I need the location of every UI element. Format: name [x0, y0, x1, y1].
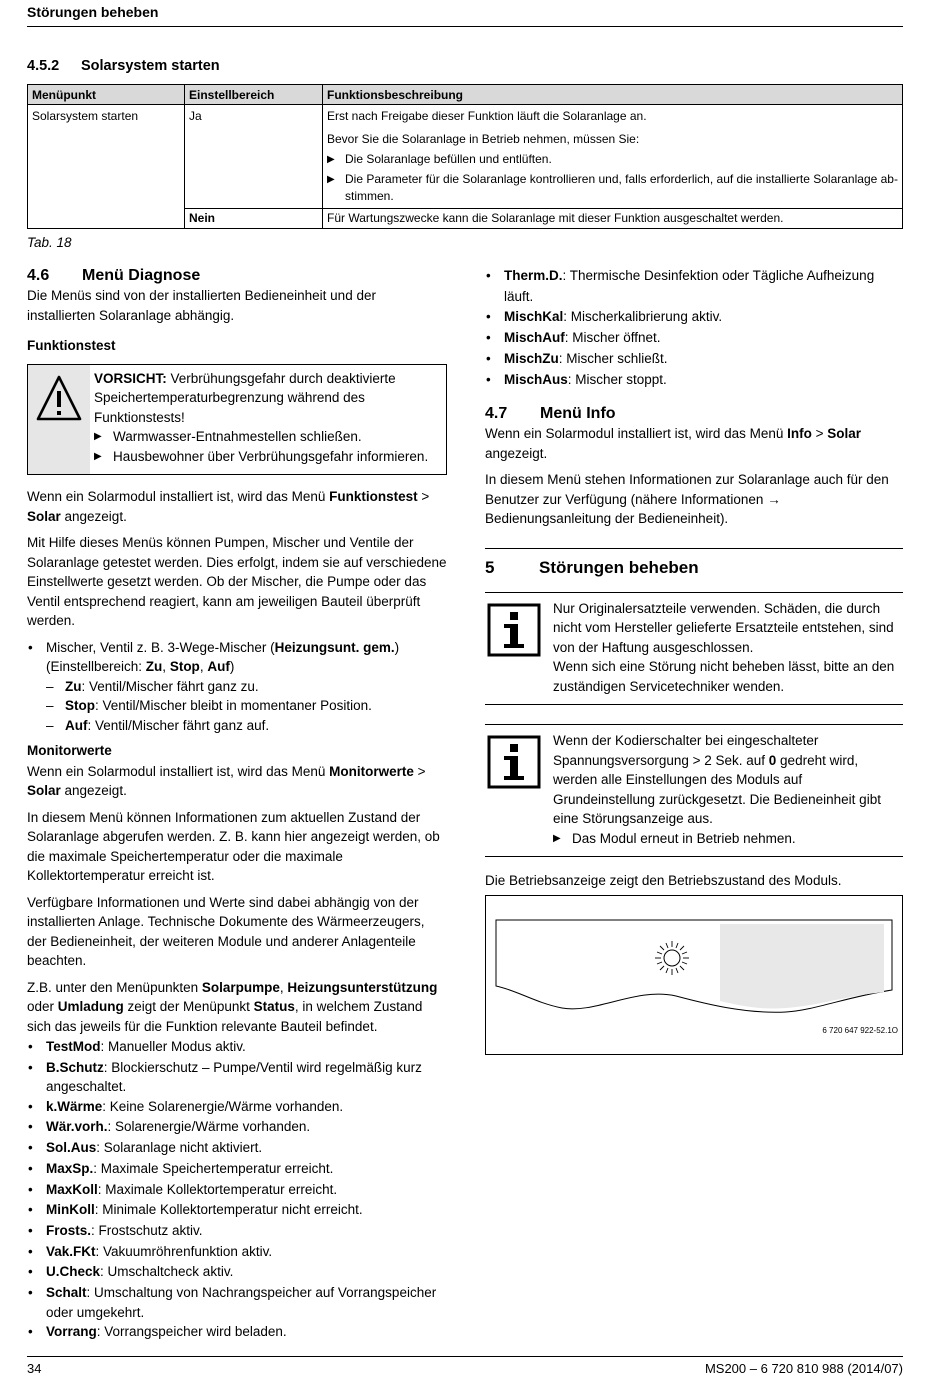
mischer-status-list — [485, 266, 903, 390]
list-item: • Wär.vorh.: Solarenergie/Wärme vorhanden. — [27, 1117, 447, 1138]
warning-triangle-icon — [35, 373, 83, 423]
info-icon-cell — [485, 731, 553, 848]
ja-step-2-text: Die Parameter für die Solaranlage kontrollieren und, falls erforderlich, auf die installierte Solaranlage ab-stimmen. — [345, 172, 898, 203]
info-paragraph-2: In diesem Menü stehen Informationen zur Solaranlage auch für den Benutzer zur Verfügung (nähere Informationen → Bedienungsanleitung der Bedieneinheit). — [485, 472, 889, 527]
info-note-2 — [485, 724, 903, 857]
list-item: • MischKal: Mischerkalibrierung aktiv. — [485, 307, 903, 328]
warning-action-text: Hausbewohner über Verbrühungsgefahr informieren. — [113, 448, 429, 464]
list-item: • MaxSp.: Maximale Speichertemperatur erreicht. — [27, 1159, 447, 1180]
warning-action-1 — [94, 427, 438, 447]
info-icon — [487, 735, 541, 789]
list-item: • Therm.D.: Thermische Desinfektion oder Tägliche Aufheizung läuft. — [485, 266, 903, 307]
action-triangle-icon: ▶ — [327, 174, 335, 185]
section-4-5-2-heading — [27, 58, 220, 74]
table-cell-option-nein: Nein — [185, 208, 323, 228]
footer-rule — [27, 1356, 903, 1357]
section-5-heading — [485, 556, 903, 580]
monitorwerte-paragraph-1: Wenn ein Solarmodul installiert ist, wird das Menü Monitorwerte > Solar angezeigt. — [27, 763, 426, 798]
info-note-2-text — [553, 731, 903, 848]
list-item: – Zu: Ventil/Mischer fährt ganz zu. — [46, 677, 447, 697]
section-title: Störungen beheben — [539, 557, 699, 577]
monitorwerte-paragraph-3: Verfügbare Informationen und Werte sind dabei abhängig von der installierten Anlage. Technische Dokumente des Wärmeerzeugers, der Bedieneinheit, der weiteren Module und anderer Anlagenteile beachten. — [27, 894, 425, 968]
section-number: 4.6 — [27, 267, 50, 284]
info-paragraph-1: Wenn ein Solarmodul installiert ist, wird das Menü Info > Solar angezeigt. — [485, 426, 862, 461]
list-item: • MischAuf: Mischer öffnet. — [485, 328, 903, 349]
header-rule — [27, 26, 903, 27]
info-note-1 — [485, 592, 903, 706]
status-list — [27, 1037, 447, 1343]
ja-step-2 — [327, 171, 898, 205]
section-title: Solarsystem starten — [81, 58, 220, 74]
ja-step-1 — [327, 151, 898, 168]
warning-icon-cell — [28, 365, 90, 475]
monitorwerte-paragraph-4: Z.B. unter den Menüpunkten Solarpumpe, Heizungsunterstützung oder Umladung zeigt der Menüpunkt Status, in welchem Zustand sich das jeweils für die Funktion relevante Bauteil befindet. — [27, 979, 438, 1034]
info-note-text: Wenn sich eine Störung nicht beheben lässt, bitte an den zuständigen Servicetechniker wenden. — [553, 659, 895, 694]
warning-label: VORSICHT: — [94, 370, 167, 386]
action-triangle-icon: ▶ — [94, 431, 102, 442]
arrow-right-icon: → — [767, 491, 781, 507]
warning-action-2 — [94, 447, 438, 467]
list-item: • TestMod: Manueller Modus aktiv. — [27, 1037, 447, 1058]
info-note-text: Wenn der Kodierschalter bei eingeschalteter Spannungsversorgung > 2 Sek. auf 0 gedreht wird, werden alle Einstellungen des Moduls auf Grundeinstellung zurückgesetzt. Die Bedieneinheit gibt eine Störungsanzeige aus. — [553, 733, 881, 827]
table-cell-ja-description — [323, 105, 903, 209]
warning-body: Verbrühungsgefahr durch deaktivierte Speichertemperaturbegrenzung während des Funktionstests! — [94, 370, 396, 425]
info-icon-cell — [485, 599, 553, 697]
module-figure — [485, 895, 903, 1055]
info-note-1-text — [553, 599, 903, 697]
list-item: • Vak.FKt: Vakuumröhrenfunktion aktiv. — [27, 1242, 447, 1263]
mischer-list — [27, 638, 447, 736]
section-number: 4.7 — [485, 405, 508, 423]
table-header-cell: Menüpunkt — [28, 85, 185, 105]
section-title: Menü Info — [540, 405, 616, 423]
figure-code: 6 720 647 922-52.1O — [822, 1025, 898, 1035]
monitorwerte-paragraph-2: In diesem Menü können Informationen zum aktuellen Zustand der Solaranlage abgerufen werden. Z. B. kann hier angezeigt werden, ob die maximale Speichertemperatur oder die maximale Kollektortemperatur erreicht ist. — [27, 809, 440, 883]
list-item: • k.Wärme: Keine Solarenergie/Wärme vorhanden. — [27, 1097, 447, 1118]
list-item: • MischZu: Mischer schließt. — [485, 349, 903, 370]
list-item: • U.Check: Umschaltcheck aktiv. — [27, 1262, 447, 1283]
action-triangle-icon: ▶ — [94, 450, 102, 462]
monitorwerte-heading: Monitorwerte — [27, 743, 112, 758]
list-item: • Mischer, Ventil z. B. 3-Wege-Mischer (Heizungsunt. gem.) (Einstellbereich: Zu, Stop, Auf) – Zu: Ventil/Mischer fährt ganz zu. – Stop: Ventil/Mischer bleibt in momentaner Position. – Auf: Ventil/Mischer fährt ganz auf. — [27, 638, 447, 736]
section-4-7-heading — [485, 404, 903, 424]
table-18 — [27, 84, 903, 229]
led-sun-icon — [655, 941, 689, 975]
table-caption: Tab. 18 — [27, 235, 72, 250]
action-triangle-icon: ▶ — [553, 832, 561, 844]
page-number: 34 — [27, 1361, 42, 1376]
table-header-row — [28, 85, 903, 105]
funktionstest-heading: Funktionstest — [27, 338, 116, 353]
section-title: Menü Diagnose — [82, 267, 201, 284]
warning-message — [94, 369, 438, 428]
warning-box — [27, 364, 447, 476]
table-row — [28, 105, 903, 209]
warning-text — [90, 365, 446, 475]
running-header: Störungen beheben — [27, 4, 159, 20]
info-note-text: Nur Originalersatzteile verwenden. Schäden, die durch nicht vom Hersteller gelieferte Ersatzteile entstehen, sind von der Haftung ausgeschlossen. — [553, 600, 894, 655]
list-item: – Auf: Ventil/Mischer fährt ganz auf. — [46, 716, 447, 736]
info-note-action — [553, 829, 903, 849]
ja-step-1-text: Die Solaranlage befüllen und entlüften. — [345, 152, 552, 166]
table-cell-menu-item: Solarsystem starten — [28, 105, 185, 229]
list-item: • Sol.Aus: Solaranlage nicht aktiviert. — [27, 1138, 447, 1159]
section-number: 5 — [485, 557, 495, 577]
table-header-cell: Einstellbereich — [185, 85, 323, 105]
section-5-block — [485, 548, 903, 580]
list-item: • MinKoll: Minimale Kollektortemperatur nicht erreicht. — [27, 1200, 447, 1221]
section-4-6-heading — [27, 266, 447, 286]
table-header-cell: Funktionsbeschreibung — [323, 85, 903, 105]
list-item: • Schalt: Umschaltung von Nachrangspeicher auf Vorrangspeicher oder umgekehrt. — [27, 1283, 447, 1322]
list-item: – Stop: Ventil/Mischer bleibt in momentaner Position. — [46, 696, 447, 716]
mischer-options-list — [46, 677, 447, 736]
table-cell-option-ja: Ja — [185, 105, 323, 209]
left-column — [27, 266, 447, 1351]
funktionstest-paragraph-1: Wenn ein Solarmodul installiert ist, wird das Menü Funktionstest > Solar angezeigt. — [27, 489, 430, 524]
right-column — [485, 266, 903, 1055]
list-item: • MischAus: Mischer stoppt. — [485, 370, 903, 391]
info-icon — [487, 603, 541, 657]
document-id: MS200 – 6 720 810 988 (2014/07) — [704, 1361, 903, 1376]
list-item: • Vorrang: Vorrangspeicher wird beladen. — [27, 1322, 447, 1343]
diagnose-intro: Die Menüs sind von der installierten Bedieneinheit und der installierten Solaranlage abhängig. — [27, 288, 376, 323]
table-cell-nein-description: Für Wartungszwecke kann die Solaranlage mit dieser Funktion ausgeschaltet werden. — [323, 208, 903, 228]
ja-line-1: Erst nach Freigabe dieser Funktion läuft die Solaranlage an. — [327, 109, 647, 123]
list-item: • Frosts.: Frostschutz aktiv. — [27, 1221, 447, 1242]
list-item: • MaxKoll: Maximale Kollektortemperatur erreicht. — [27, 1180, 447, 1201]
warning-action-text: Warmwasser-Entnahmestellen schließen. — [113, 429, 362, 444]
info-note-action-text: Das Modul erneut in Betrieb nehmen. — [572, 830, 796, 846]
betriebsanzeige-text: Die Betriebsanzeige zeigt den Betriebszustand des Moduls. — [485, 873, 842, 889]
ja-line-2: Bevor Sie die Solaranlage in Betrieb nehmen, müssen Sie: — [327, 132, 640, 146]
funktionstest-paragraph-2: Mit Hilfe dieses Menüs können Pumpen, Mischer und Ventile der Solaranlage getestet werden. Dies erfolgt, indem sie auf verschiedene Einstellwerte gesetzt werden. Ob der Mischer, die Pumpe oder das Ventil entsprechend reagiert, kann am jeweiligen Bauteil überprüft werden. — [27, 535, 447, 628]
action-triangle-icon: ▶ — [327, 154, 335, 165]
section-number: 4.5.2 — [27, 58, 60, 74]
list-item: • B.Schutz: Blockierschutz – Pumpe/Ventil wird regelmäßig kurz angeschaltet. — [27, 1058, 447, 1097]
